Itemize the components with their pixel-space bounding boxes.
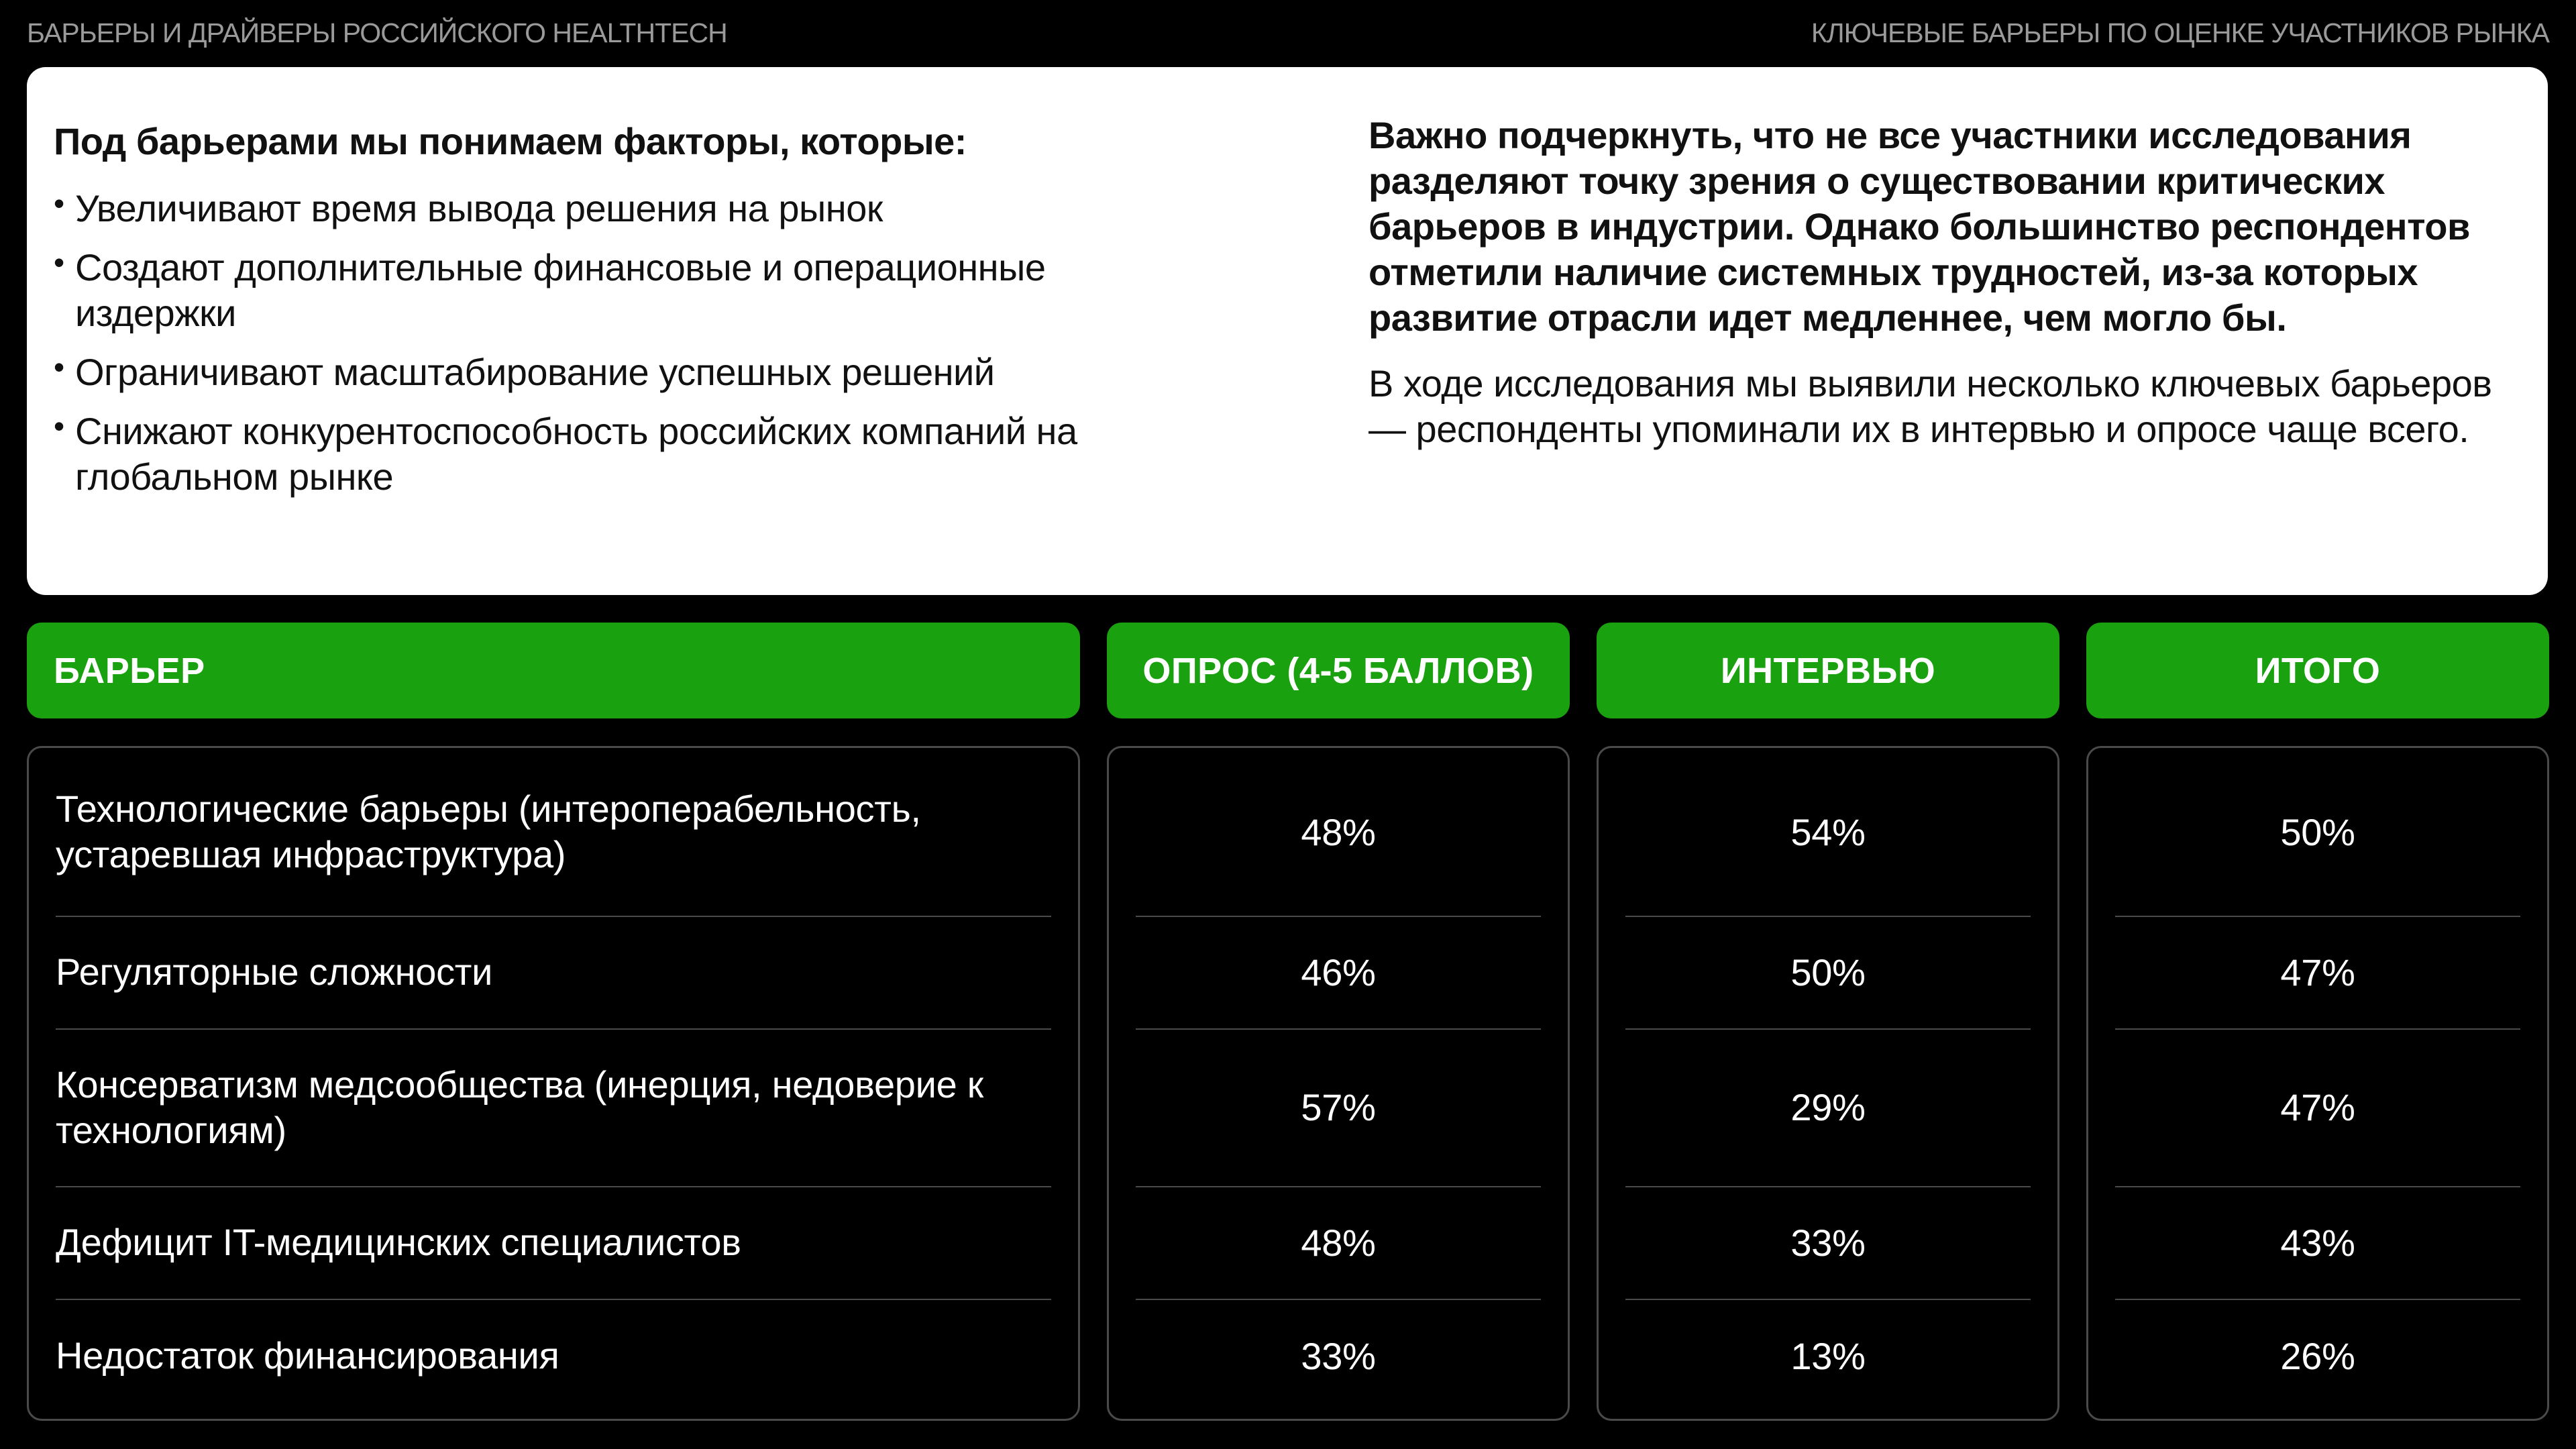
total-cell: 47% xyxy=(2280,951,2355,994)
table-row xyxy=(56,748,1051,916)
table-row xyxy=(2115,1028,2520,1186)
total-cell: 50% xyxy=(2280,810,2355,853)
table-row xyxy=(56,1299,1051,1413)
survey-cell: 48% xyxy=(1301,1221,1376,1264)
intro-summary: В ходе исследования мы выявили несколько ключевых барьеров — респонденты упоминали их в интервью и опросе чаще всего. xyxy=(1368,362,2492,450)
barrier-cell: Регуляторные сложности xyxy=(56,951,493,993)
interview-cell: 33% xyxy=(1790,1221,1866,1264)
header-slide-title: КЛЮЧЕВЫЕ БАРЬЕРЫ ПО ОЦЕНКЕ УЧАСТНИКОВ РЫНКА xyxy=(1811,17,2549,48)
table-row xyxy=(1136,1299,1541,1413)
total-cell: 47% xyxy=(2280,1086,2355,1128)
column-header-barrier: БАРЬЕР xyxy=(27,623,1080,718)
table-row xyxy=(1136,748,1541,916)
barrier-column xyxy=(27,746,1080,1421)
intro-card xyxy=(27,67,2548,595)
interview-cell: 29% xyxy=(1790,1086,1866,1128)
table-row xyxy=(2115,916,2520,1028)
column-header-interview: ИНТЕРВЬЮ xyxy=(1597,623,2059,718)
survey-cell: 57% xyxy=(1301,1086,1376,1128)
total-column xyxy=(2086,746,2549,1421)
intro-emphasis: Важно подчеркнуть, что не все участники исследования разделяют точку зрения о существовании критических барьеров в индустрии. Однако большинство респондентов отметили наличие системных трудностей, из-за которых развитие отрасли идет медленнее, чем могло бы. xyxy=(1368,114,2470,339)
bullet-item: • Увеличивают время вывода решения на рынок xyxy=(54,186,1154,231)
barrier-cell: Консерватизм медсообщества (инерция, недоверие к технологиям) xyxy=(56,1063,983,1151)
table-row xyxy=(56,1186,1051,1299)
table-row xyxy=(1136,916,1541,1028)
barrier-cell: Дефицит IT-медицинских специалистов xyxy=(56,1221,741,1263)
bullet-item: • Ограничивают масштабирование успешных решений xyxy=(54,350,1154,395)
interview-column xyxy=(1597,746,2059,1421)
intro-note xyxy=(1368,113,2522,452)
survey-cell: 33% xyxy=(1301,1334,1376,1377)
bullet-item: • Снижают конкурентоспособность российских компаний на глобальном рынке xyxy=(54,409,1154,500)
table-row xyxy=(1136,1028,1541,1186)
interview-cell: 13% xyxy=(1790,1334,1866,1377)
interview-cell: 50% xyxy=(1790,951,1866,994)
intro-definition xyxy=(54,119,1154,513)
intro-heading: Под барьерами мы понимаем факторы, которые: xyxy=(54,120,967,162)
table-row xyxy=(1625,1186,2031,1299)
column-header-total: ИТОГО xyxy=(2086,623,2549,718)
table-row xyxy=(56,1028,1051,1186)
survey-cell: 46% xyxy=(1301,951,1376,994)
table-row xyxy=(1625,1299,2031,1413)
column-header-survey: ОПРОС (4-5 БАЛЛОВ) xyxy=(1107,623,1570,718)
survey-column xyxy=(1107,746,1570,1421)
bullet-item: • Создают дополнительные финансовые и операционные издержки xyxy=(54,245,1154,336)
table-row xyxy=(1136,1186,1541,1299)
table-row xyxy=(56,916,1051,1028)
survey-cell: 48% xyxy=(1301,810,1376,853)
table-row xyxy=(1625,1028,2031,1186)
interview-cell: 54% xyxy=(1790,810,1866,853)
table-row xyxy=(1625,748,2031,916)
barrier-cell: Технологические барьеры (интероперабельность, устаревшая инфраструктура) xyxy=(56,788,921,875)
table-row xyxy=(2115,1186,2520,1299)
total-cell: 43% xyxy=(2280,1221,2355,1264)
total-cell: 26% xyxy=(2280,1334,2355,1377)
barrier-cell: Недостаток финансирования xyxy=(56,1334,559,1377)
table-row xyxy=(2115,748,2520,916)
header-section-title: БАРЬЕРЫ И ДРАЙВЕРЫ РОССИЙСКОГО HEALTHTECH xyxy=(27,17,727,48)
table-row xyxy=(2115,1299,2520,1413)
table-row xyxy=(1625,916,2031,1028)
